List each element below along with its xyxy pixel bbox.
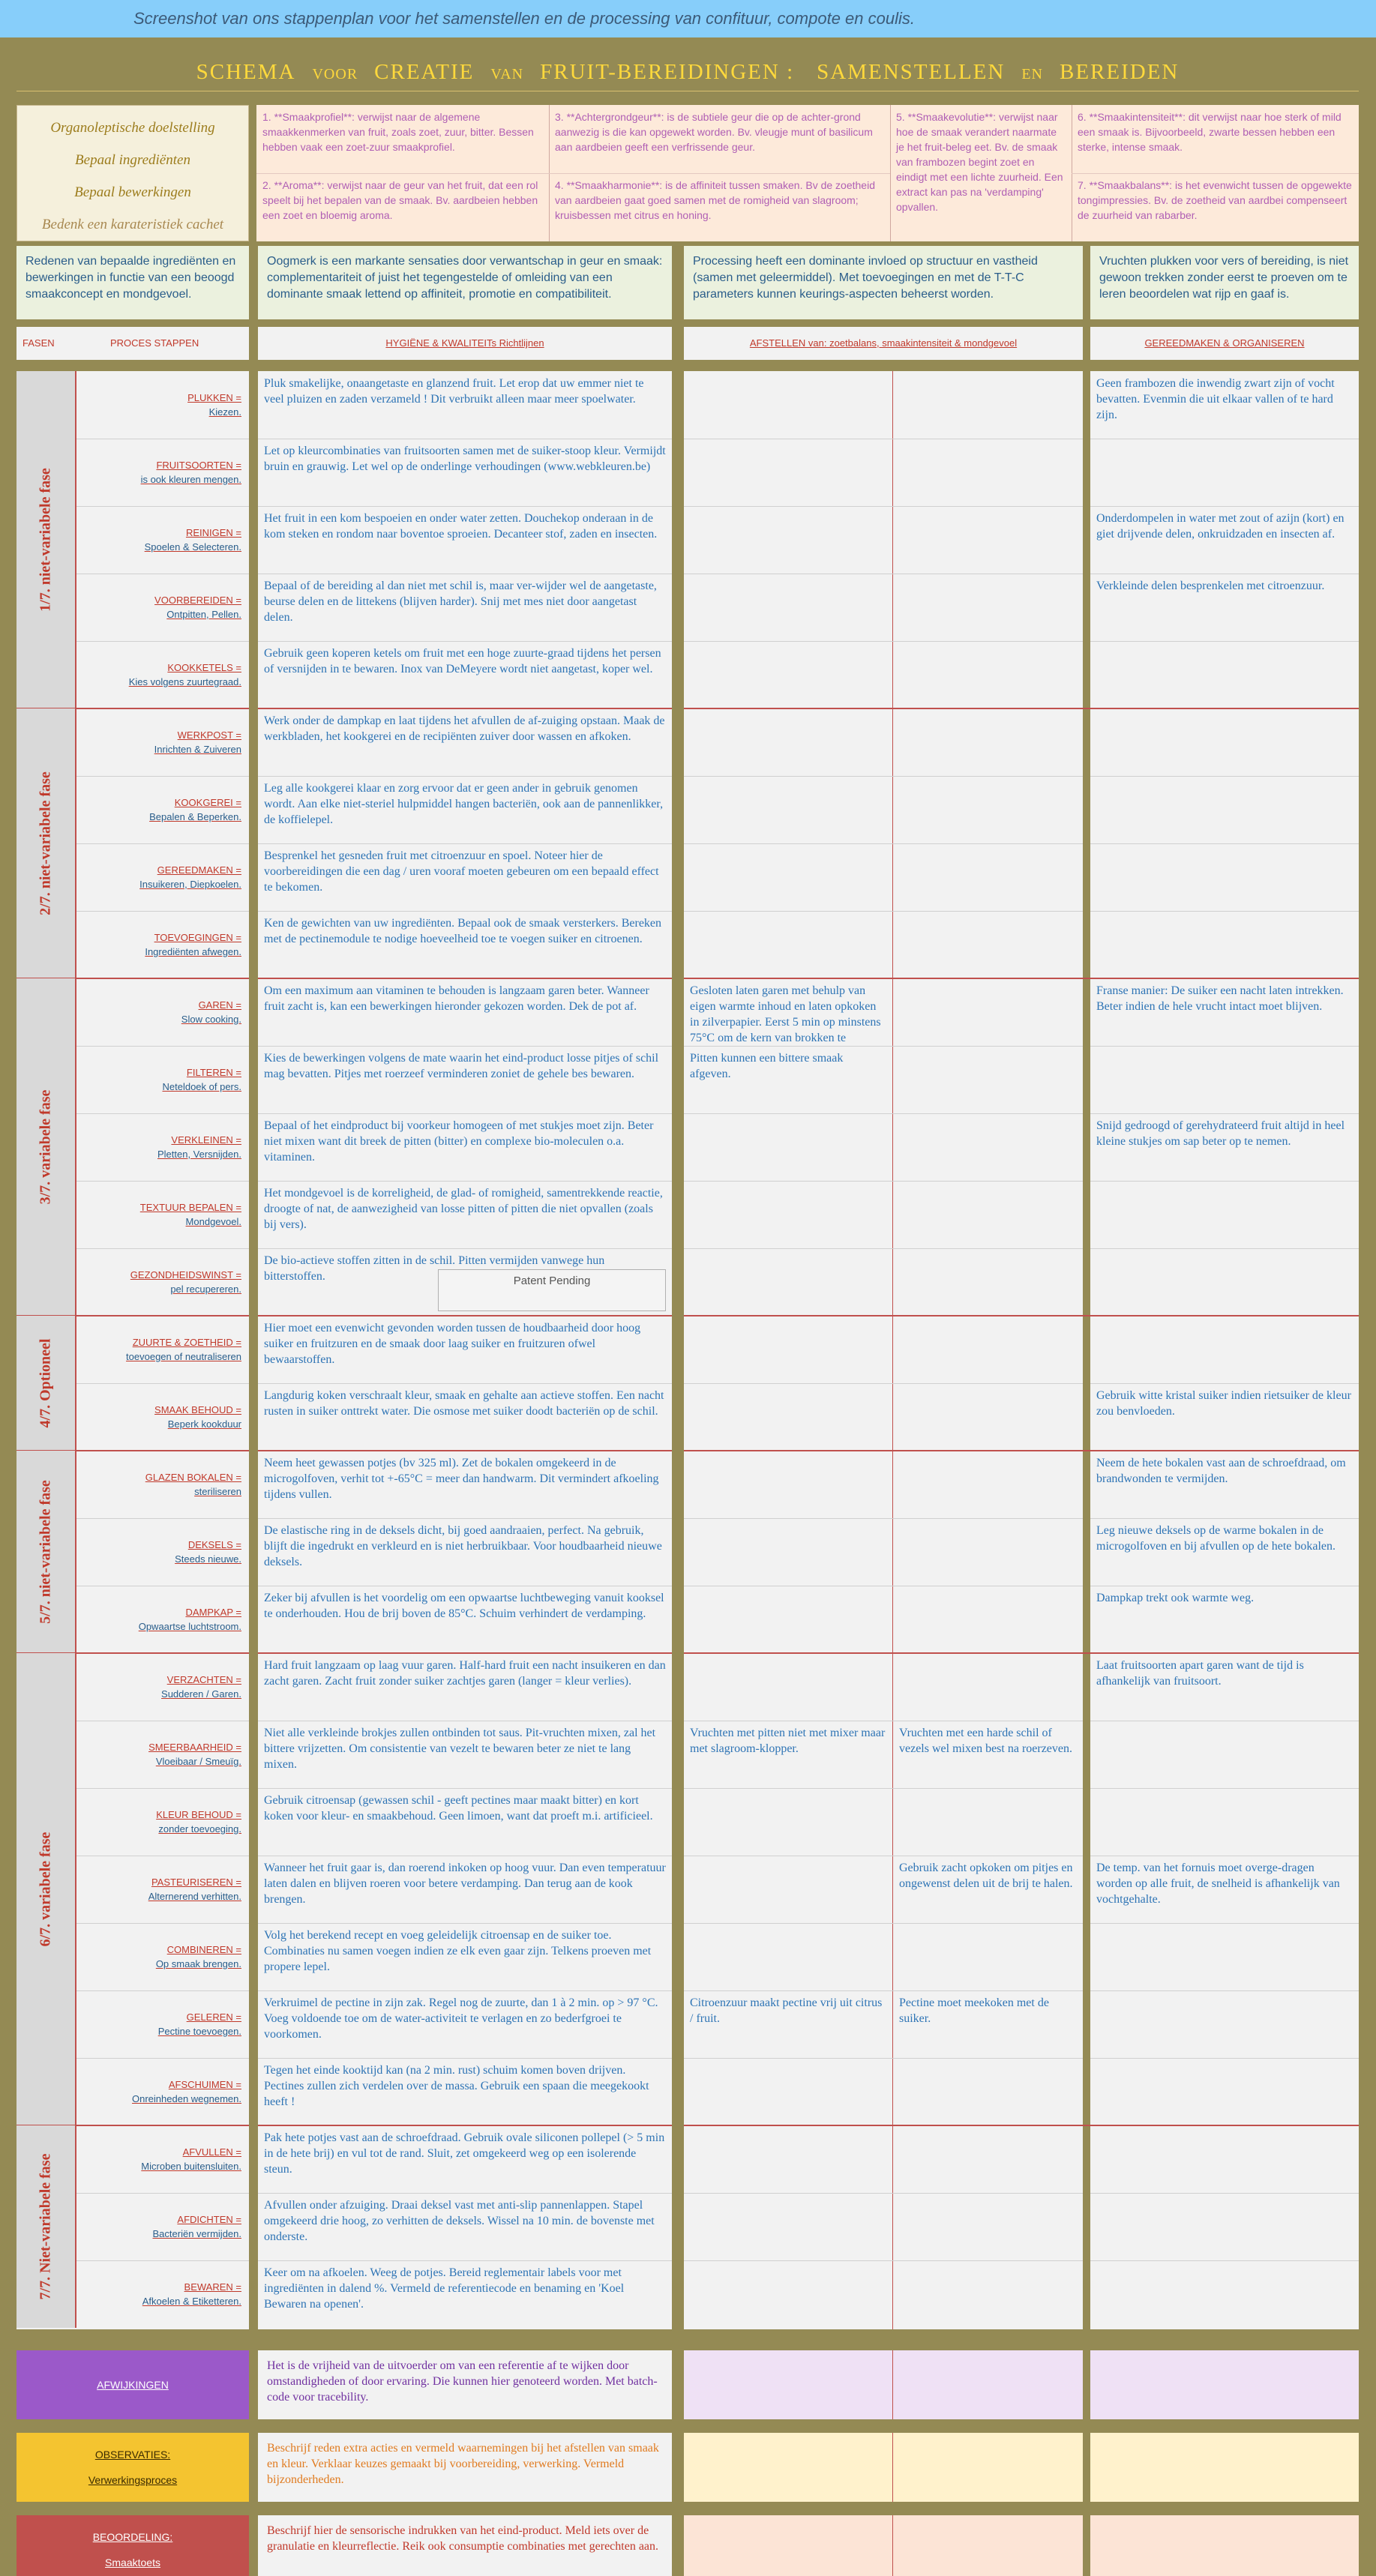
- adjust-text: [1090, 911, 1359, 978]
- step-sub: Slow cooking.: [181, 1014, 241, 1025]
- bottom-text: Beschrijf reden extra acties en vermeld waarnemingen bij het afstellen van smaak en kleur. Verklaar keuzes gemaakt bij voorbereiding, verwerking. Vermeld bijzonderheden.: [258, 2433, 672, 2502]
- adjust-text: [893, 1316, 1083, 1383]
- hygiene-text: Kies de bewerkingen volgens de mate waarin het eind-product losse pitjes of schil mag bevatten. Pitjes met roerzeef verminderen zoniet de gehele bes bewaren.: [264, 1052, 659, 1080]
- phase-band: [16, 2125, 76, 2328]
- step-name: WERKPOST =: [177, 729, 241, 741]
- process-step: [76, 1586, 249, 1653]
- step-sub: Op smaak brengen.: [155, 1958, 241, 1969]
- step-sub: Inrichten & Zuiveren: [154, 744, 241, 755]
- adjust-text: [893, 1248, 1083, 1316]
- adjust-text: [893, 2125, 1083, 2193]
- process-step: [76, 1653, 249, 1721]
- phase-label: 7/7. Niet-variabele fase: [37, 2153, 54, 2300]
- adjust-text: [893, 641, 1083, 708]
- hygiene-text: Gebruik citroensap (gewassen schil - geeft pectines maar maakt bitter) en kort koken voor kleur- en smaakbehoud. Geen limoen, want dat proeft m.i. artificieel.: [264, 1794, 653, 1823]
- bottom-empty-cell: [1090, 2515, 1359, 2576]
- definition-5: 5. **Smaakevolutie**: verwijst naar hoe de smaak verandert naarmate je het fruit-beleg eet. Bv. de smaak van frambozen begint zoet en eindigt met een lichte zuurheid. Een extract kan pas na 'verdamping' opvallen.: [896, 111, 1063, 213]
- adjust-text: [684, 843, 892, 911]
- hygiene-text: Gebruik geen koperen ketels om fruit met een hoge zuurte-graad tijdens het persen of versnijden in te bewaren. Inox van DeMeyere wordt niet aangetast, koper wel.: [264, 647, 661, 675]
- hygiene-text: Niet alle verkleinde brokjes zullen ontbinden tot saus. Pit-vruchten mixen, zal het bittere vrijzetten. Om consistentie van vezelt te bewaren beter ze niet te lang mixen.: [264, 1727, 656, 1771]
- step-sub: steriliseren: [194, 1486, 241, 1497]
- step-name: KOOKGEREI =: [174, 797, 241, 808]
- adjust-text: Gebruik witte kristal suiker indien rietsuiker de kleur zou benvloeden.: [1096, 1389, 1351, 1418]
- definition-4: 4. **Smaakharmonie**: is de affiniteit tussen smaken. Bv de zoetheid van aardbeien gaat goed samen met de romigheid van slagroom; kruisbessen met citrus en honing.: [555, 179, 875, 221]
- hygiene-text: Let op kleurcombinaties van fruitsoorten samen met de suiker-stoop kleur. Vermijdt bruin en grauwig. Let wel op de onderlinge verhoudingen (www.webkleuren.be): [264, 445, 666, 473]
- adjust-text: [893, 1113, 1083, 1181]
- hygiene-text: Verkruimel de pectine in zijn zak. Regel nog de zuurte, dan 1 à 2 min. op > 97 °C. Voeg voldoende toe om de water-activiteit te verlagen en zo bederfgroei te voorkomen.: [264, 1996, 658, 2041]
- adjust-text: [1090, 2125, 1359, 2193]
- adjust-text: [893, 978, 1083, 1046]
- adjust-text: Onderdompelen in water met zout of azijn (kort) en giet drijvende delen, onkruidzaden en insecten af.: [1096, 512, 1345, 541]
- adjust-text: [893, 2193, 1083, 2260]
- step-name: REINIGEN =: [185, 527, 241, 538]
- hygiene-text: Leg alle kookgerei klaar en zorg ervoor dat er geen ander in gebruik genomen wordt. Aan elke niet-steriel hulpmiddel hangen bacteriën, ook aan de pannenlikker, de koffielepel.: [264, 782, 664, 826]
- phase-band: [16, 1653, 76, 2125]
- hygiene-text: Werk onder de dampkap en laat tijdens het afvullen de af-zuiging opstaan. Maak de werkbladen, het kookgerei en de recipiënten zuiver door wassen en afkoken.: [264, 714, 665, 743]
- step-sub: Mondgevoel.: [185, 1216, 241, 1227]
- bottom-text: Beschrijf hier de sensorische indrukken van het eind-product. Meld iets over de granulatie en kleurreflectie. Reik ook consumptie combinaties met gerechten aan.: [258, 2515, 672, 2576]
- phase-label: 3/7. variabele fase: [37, 1089, 54, 1205]
- process-step: [76, 506, 249, 574]
- phase-band: [16, 708, 76, 978]
- process-step: [76, 439, 249, 506]
- step-sub: Afkoelen & Etiketteren.: [142, 2296, 241, 2307]
- adjust-text: [893, 1788, 1083, 1856]
- step-name: DAMPKAP =: [185, 1607, 241, 1618]
- adjust-text: [893, 1586, 1083, 1653]
- hygiene-text: Tegen het einde kooktijd kan (na 2 min. rust) schuim komen boven drijven. Pectines zullen zich verdelen over de massa. Gebruik een spaan die meegekookt heeft !: [264, 2064, 649, 2108]
- goal-label: Bepaal bewerkingen: [74, 184, 191, 200]
- step-sub: Insuikeren, Diepkoelen.: [139, 879, 241, 890]
- process-step: [76, 843, 249, 911]
- hygiene-text: Zeker bij afvullen is het voordelig om een opwaartse luchtbeweging vanuit kooksel te onderhouden. Hou de brij boven de 85°C. Schuim verhindert de verdamping.: [264, 1592, 664, 1620]
- adjust-text: [1090, 1721, 1359, 1788]
- definition-6: 6. **Smaakintensiteit**: dit verwijst naar hoe sterk of mild een smaak is. Bijvoorbeeld, zwarte bessen hebben een sterke, intense smaak.: [1078, 111, 1342, 153]
- step-name: GAREN =: [198, 999, 241, 1011]
- phase-band: [16, 1316, 76, 1451]
- bottom-empty-cell: [893, 2350, 1083, 2419]
- hygiene-text: Het mondgevoel is de korreligheid, de glad- of romigheid, samentrekkende reactie, droogte of nat, de aanwezigheid van losse pitten of pitten die niet opvallen (zoals bij vers).: [264, 1187, 663, 1231]
- adjust-text: [1090, 1181, 1359, 1248]
- bottom-text: Het is de vrijheid van de uitvoerder om van een referentie af te wijken door omstandigheden of door ervaring. Die kunnen hier genoteerd worden. Met batch-code voor tracebility.: [258, 2350, 672, 2419]
- step-sub: is ook kleuren mengen.: [140, 474, 241, 485]
- phase-label: 4/7. Optioneel: [37, 1338, 54, 1428]
- step-sub: Pectine toevoegen.: [157, 2026, 241, 2037]
- step-name: AFVULLEN =: [182, 2146, 241, 2158]
- hygiene-text: Hier moet een evenwicht gevonden worden tussen de houdbaarheid door hoog suiker en fruitzuren en de smaak door laag suiker en fruitzuren ofwel bewaarstoffen.: [264, 1322, 641, 1366]
- phase-label: 2/7. niet-variabele fase: [37, 771, 54, 915]
- bottom-label: [16, 2350, 249, 2419]
- adjust-text: [1090, 1046, 1359, 1113]
- step-name: VERZACHTEN =: [166, 1674, 241, 1685]
- adjust-text: [1090, 843, 1359, 911]
- step-sub: Alternerend verhitten.: [148, 1891, 241, 1902]
- adjust-text: Leg nieuwe deksels op de warme bokalen in de microgolfoven en bij afvullen op de hete bokalen.: [1096, 1524, 1336, 1553]
- step-sub: Spoelen & Selecteren.: [144, 541, 241, 553]
- process-step: [76, 1990, 249, 2058]
- adjust-text: [1090, 2058, 1359, 2125]
- adjust-text: [893, 1451, 1083, 1518]
- bottom-label: [16, 2433, 249, 2502]
- hygiene-text: Wanneer het fruit gaar is, dan roerend inkoken op hoog vuur. Dan even temperatuur laten dalen en blijven roeren voor betere verdamping. Dan terug aan de kook brengen.: [264, 1862, 666, 1906]
- adjust-text: [893, 1518, 1083, 1586]
- adjust-text: [684, 1181, 892, 1248]
- adjust-text: [893, 1046, 1083, 1113]
- step-name: TEXTUUR BEPALEN =: [139, 1202, 241, 1213]
- header-hygiene: HYGIËNE & KWALITEITs Richtlijnen: [258, 327, 672, 360]
- step-sub: Pletten, Versnijden.: [157, 1149, 241, 1160]
- step-name: GEREEDMAKEN =: [157, 864, 241, 876]
- adjust-text: [1090, 641, 1359, 708]
- hygiene-text: Hard fruit langzaam op laag vuur garen. Half-hard fruit een nacht insuikeren en dan zacht garen. Zacht fruit zonder suiker zachtjes garen (langer = kleur verlies).: [264, 1659, 666, 1688]
- adjust-text: [684, 1856, 892, 1923]
- caption-text: Screenshot van ons stappenplan voor het samenstellen en de processing van confituur, compote en coulis.: [133, 9, 915, 28]
- process-step: [76, 371, 249, 439]
- page-title: [16, 60, 1359, 91]
- adjust-text: [684, 371, 892, 439]
- bottom-empty-cell: [893, 2433, 1083, 2502]
- phase-band: [16, 371, 76, 708]
- adjust-text: Snijd gedroogd of gerehydrateerd fruit altijd in heel kleine stukjes om sap beter op te nemen.: [1096, 1119, 1345, 1148]
- hygiene-text: Afvullen onder afzuiging. Draai deksel vast met anti-slip pannenlappen. Stapel omgekeerd drie hoog, zo verhitten de deksels. Wissel na 10 min. de bovenste met onderste.: [264, 2199, 655, 2243]
- adjust-text: [684, 1451, 892, 1518]
- title-word: VAN: [490, 66, 524, 82]
- bottom-empty-cell: [893, 2515, 1083, 2576]
- step-sub: Kies volgens zuurtegraad.: [128, 676, 241, 687]
- title-word: CREATIE: [374, 60, 475, 84]
- adjust-text: Gesloten laten garen met behulp van eigen warmte inhoud en laten opkoken in zilverpapier. Eerst 5 min op minstens 75°C om de kern van brokken te: [690, 984, 881, 1044]
- intro-goal: Oogmerk is een markante sensaties door verwantschap in geur en smaak: complementariteit of juist het tegengestelde of omleiding van een dominante smaak lettend op affiniteit, promotie en compatibiliteit.: [258, 246, 672, 319]
- adjust-text: [893, 2260, 1083, 2328]
- bottom-label-title: AFWIJKINGEN: [97, 2379, 169, 2391]
- step-sub: Microben buitensluiten.: [141, 2161, 241, 2172]
- step-sub: Vloeibaar / Smeuïg.: [155, 1756, 241, 1767]
- adjust-text: Citroenzuur maakt pectine vrij uit citrus / fruit.: [690, 1996, 883, 2025]
- process-step: [76, 1788, 249, 1856]
- header-fasen: FASEN: [22, 337, 55, 349]
- adjust-text: [684, 1113, 892, 1181]
- adjust-text: Verkleinde delen besprenkelen met citroenzuur.: [1096, 580, 1325, 592]
- caption-bar: [0, 0, 1376, 37]
- phase-label: 6/7. variabele fase: [37, 1832, 54, 1947]
- header-proces: PROCES STAPPEN: [110, 337, 199, 349]
- adjust-text: [684, 2260, 892, 2328]
- adjust-text: [684, 574, 892, 641]
- adjust-text: [893, 2058, 1083, 2125]
- adjust-text: [684, 439, 892, 506]
- definition-3: 3. **Achtergrondgeur**: is de subtiele geur die op de achter-grond aanwezig is die kan opgewekt worden. Bv. vleugje munt of basilicum aan aardbeien geeft een verfrissende geur.: [555, 111, 873, 153]
- adjust-text: [684, 1383, 892, 1451]
- patent-note: [438, 1269, 666, 1311]
- hygiene-text: Ken de gewichten van uw ingrediënten. Bepaal ook de smaak versterkers. Bereken met de pectinemodule te nodige hoeveelheid toe te voegen suiker en citroenen.: [264, 917, 662, 945]
- step-name: AFDICHTEN =: [177, 2214, 241, 2225]
- process-step: [76, 1113, 249, 1181]
- adjust-text: [684, 708, 892, 776]
- adjust-text: [1090, 1788, 1359, 1856]
- process-step: [76, 2193, 249, 2260]
- adjust-text: Vruchten met pitten niet met mixer maar met slagroom-klopper.: [690, 1727, 886, 1755]
- adjust-text: [893, 1383, 1083, 1451]
- process-step: [76, 978, 249, 1046]
- bottom-label-title: BEOORDELING:: [92, 2531, 173, 2543]
- title-word: EN: [1021, 66, 1043, 82]
- intro-harvest: Vruchten plukken voor vers of bereiding, is niet gewoon trekken zonder eerst te proeven om te leren beoordelen wat rijp en gaaf is.: [1090, 246, 1359, 319]
- adjust-text: Geen frambozen die inwendig zwart zijn of vocht bevatten. Evenmin die uit elkaar vallen of te hard zijn.: [1096, 377, 1335, 421]
- hygiene-text: Om een maximum aan vitaminen te behouden is langzaam garen beter. Wanneer fruit zacht is, kan een bewerkingen hieronder gekozen worden. Dek de pot af.: [264, 984, 649, 1013]
- adjust-text: [893, 1653, 1083, 1721]
- bottom-empty-cell: [684, 2515, 892, 2576]
- adjust-text: [684, 1316, 892, 1383]
- process-step: [76, 1248, 249, 1316]
- header-afstellen: AFSTELLEN van: zoetbalans, smaakintensiteit & mondgevoel: [684, 327, 1083, 360]
- adjust-text: [684, 2193, 892, 2260]
- process-step: [76, 1383, 249, 1451]
- adjust-text: [893, 1923, 1083, 1990]
- bottom-label-title: OBSERVATIES:: [94, 2449, 171, 2461]
- phase-band: [16, 978, 76, 1316]
- goal-label: Bedenk een karateristiek cachet: [41, 217, 224, 232]
- adjust-text: [893, 439, 1083, 506]
- adjust-text: [893, 1181, 1083, 1248]
- bottom-empty-cell: [1090, 2350, 1359, 2419]
- adjust-text: [893, 708, 1083, 776]
- title-word: SAMENSTELLEN: [817, 60, 1006, 84]
- process-step: [76, 1721, 249, 1788]
- steps-column: [16, 371, 249, 2329]
- step-name: GEZONDHEIDSWINST =: [130, 1269, 241, 1281]
- intro-reasons: Redenen van bepaalde ingrediënten en bewerkingen in functie van een beoogd smaakconcept en mondgevoel.: [16, 246, 249, 319]
- adjust-text: Dampkap trekt ook warmte weg.: [1096, 1592, 1255, 1604]
- step-name: FRUITSOORTEN =: [156, 460, 241, 471]
- hygiene-text: Het fruit in een kom bespoeien en onder water zetten. Douchekop onderaan in de kom steken en rondom naar boventoe sproeien. Decanteer stof, zaden en insecten.: [264, 512, 658, 541]
- title-word: FRUIT-BEREIDINGEN :: [540, 60, 795, 84]
- adjust-text: [893, 776, 1083, 843]
- hygiene-text: Pak hete potjes vast aan de schroefdraad. Gebruik ovale siliconen pollepel (> 5 min in de hete brij) en vul tot de rand. Sluit, zet omgekeerd weg op een isolerende steun.: [264, 2131, 665, 2176]
- process-step: [76, 1923, 249, 1990]
- adjust-text: [684, 1653, 892, 1721]
- step-name: SMAAK BEHOUD =: [154, 1404, 241, 1415]
- adjust-text: [1090, 1923, 1359, 1990]
- adjust-text: Neem de hete bokalen vast aan de schroefdraad, om brandwonden te vermijden.: [1096, 1457, 1346, 1485]
- definitions-panel: [256, 105, 1359, 241]
- step-sub: Neteldoek of pers.: [162, 1081, 241, 1092]
- step-name: GLAZEN BOKALEN =: [145, 1472, 241, 1483]
- step-name: GELEREN =: [186, 2011, 241, 2023]
- adjust-text: [893, 506, 1083, 574]
- adjust-text: [1090, 439, 1359, 506]
- hygiene-text: Pluk smakelijke, onaangetaste en glanzend fruit. Let erop dat uw emmer niet te veel pluizen en zaden verzameld ! Dit verbruikt alleen maar meer spoelwater.: [264, 377, 644, 406]
- bottom-label: [16, 2515, 249, 2576]
- hygiene-text: Volg het berekend recept en voeg geleidelijk citroensap en de suiker toe. Combinaties nu samen voegen indien ze elk even gaar zijn. Telkens proeven met propere lepel.: [264, 1929, 652, 1973]
- phase-label: 5/7. niet-variabele fase: [37, 1480, 54, 1624]
- step-name: PLUKKEN =: [187, 392, 241, 403]
- step-name: KLEUR BEHOUD =: [156, 1809, 241, 1820]
- goals-panel: [16, 105, 249, 241]
- adjust-text: [1090, 776, 1359, 843]
- adjust-text: Vruchten met een harde schil of vezels wel mixen best na roerzeven.: [899, 1727, 1073, 1755]
- step-name: ZUURTE & ZOETHEID =: [132, 1337, 241, 1348]
- header-gereedmaken: GEREEDMAKEN & ORGANISEREN: [1090, 327, 1359, 360]
- step-name: SMEERBAARHEID =: [148, 1742, 241, 1753]
- phase-band: [16, 1451, 76, 1653]
- adjust-text: [684, 2058, 892, 2125]
- bottom-empty-cell: [1090, 2433, 1359, 2502]
- adjust-text: [684, 506, 892, 574]
- adjust-text: [684, 641, 892, 708]
- header-left: [16, 327, 249, 360]
- step-name: FILTEREN =: [186, 1067, 241, 1078]
- process-step: [76, 1856, 249, 1923]
- adjust-text: Laat fruitsoorten apart garen want de tijd is afhankelijk van fruitsoort.: [1096, 1659, 1304, 1688]
- hygiene-text: Besprenkel het gesneden fruit met citroenzuur en spoel. Noteer hier de voorbereidingen die een dag / uren vooraf moeten gebeuren om een bepaald effect te bekomen.: [264, 849, 659, 894]
- step-sub: Kiezen.: [208, 406, 241, 418]
- adjust-text: Franse manier: De suiker een nacht laten intrekken. Beter indien de hele vrucht intact moet blijven.: [1096, 984, 1344, 1013]
- step-name: BEWAREN =: [184, 2281, 241, 2293]
- process-step: [76, 641, 249, 708]
- process-step: [76, 2260, 249, 2328]
- step-name: AFSCHUIMEN =: [168, 2079, 241, 2090]
- process-step: [76, 776, 249, 843]
- definition-2: 2. **Aroma**: verwijst naar de geur van het fruit, dat een rol speelt bij het bepalen van de smaak. Bv. aardbeien hebben een zoet en bloemig aroma.: [262, 179, 538, 221]
- process-step: [76, 1518, 249, 1586]
- definition-1: 1. **Smaakprofiel**: verwijst naar de algemene smaakkenmerken van fruit, zoals zoet, zuur, bitter. Bessen hebben vaak een zoet-zuur smaakprofiel.: [262, 111, 534, 153]
- process-step: [76, 708, 249, 776]
- step-sub: Bacteriën vermijden.: [152, 2228, 241, 2239]
- hygiene-text: Neem heet gewassen potjes (bv 325 ml). Zet de bokalen omgekeerd in de microgolfoven, verhit tot +-65°C = meer dan handwarm. Dit vermindert afkoeling tijdens vullen.: [264, 1457, 659, 1501]
- process-step: [76, 1451, 249, 1518]
- adjust-text: [893, 843, 1083, 911]
- step-name: KOOKKETELS =: [167, 662, 241, 673]
- step-sub: Bepalen & Beperken.: [149, 811, 241, 822]
- goal-label: Organoleptische doelstelling: [50, 120, 215, 136]
- step-sub: toevoegen of neutraliseren: [126, 1351, 241, 1362]
- step-sub: zonder toevoeging.: [158, 1823, 241, 1835]
- process-step: [76, 1181, 249, 1248]
- hygiene-text: Keer om na afkoelen. Weeg de potjes. Bereid reglementair labels voor met ingrediënten in dalend %. Vermeld de referentiecode en benaming en 'Koel Bewaren na openen'.: [264, 2266, 625, 2311]
- adjust-text: De temp. van het fornuis moet overge-dragen worden op alle fruit, de snelheid is afhankelijk van vochtgehalte.: [1096, 1862, 1340, 1906]
- process-step: [76, 911, 249, 978]
- adjust-text: [684, 1586, 892, 1653]
- intro-processing: Processing heeft een dominante invloed op structuur en vastheid (samen met geleermiddel). Met toevoegingen en met de T-T-C parameters kunnen keurings-aspecten beheerst worden.: [684, 246, 1083, 319]
- step-name: VOORBEREIDEN =: [154, 595, 241, 606]
- adjust-text: [684, 1788, 892, 1856]
- bottom-empty-cell: [684, 2433, 892, 2502]
- bottom-label-sub: Smaaktoets: [105, 2557, 160, 2569]
- step-sub: Ingrediënten afwegen.: [145, 946, 241, 957]
- adjust-text: [893, 371, 1083, 439]
- definition-7: 7. **Smaakbalans**: is het evenwicht tussen de opgewekte tongimpressies. Bv. de zoetheid van aardbei compenseert de zuurheid van rabarber.: [1078, 179, 1352, 221]
- step-sub: Opwaartse luchtstroom.: [138, 1621, 241, 1632]
- process-step: [76, 2125, 249, 2193]
- adjust-text: [1090, 1990, 1359, 2058]
- step-name: DEKSELS =: [187, 1539, 241, 1550]
- adjust-text: [1090, 2193, 1359, 2260]
- hygiene-text: De elastische ring in de deksels dicht, bij goed aandraaien, perfect. Na gebruik, blijft die ingedrukt en verkleurd en is niet herbruikbaar. Voor houdbaarheid nieuwe deksels.: [264, 1524, 662, 1568]
- adjust-text: Pectine moet meekoken met de suiker.: [899, 1996, 1049, 2025]
- process-step: [76, 574, 249, 641]
- adjust-text: [684, 1518, 892, 1586]
- step-name: TOEVOEGINGEN =: [154, 932, 241, 943]
- adjust-text: Pitten kunnen een bittere smaak afgeven.: [690, 1052, 844, 1080]
- step-sub: Ontpitten, Pellen.: [166, 609, 241, 620]
- step-name: VERKLEINEN =: [171, 1134, 241, 1146]
- adjust-text: [684, 1923, 892, 1990]
- step-sub: pel recupereren.: [170, 1284, 241, 1295]
- bottom-empty-cell: [684, 2350, 892, 2419]
- title-word: VOOR: [312, 66, 358, 82]
- hygiene-text: Langdurig koken verschraalt kleur, smaak en gehalte aan actieve stoffen. Een nacht rusten in suiker onttrekt water. Die osmose met suiker doodt bacteriën op de schil.: [264, 1389, 664, 1418]
- step-name: PASTEURISEREN =: [151, 1877, 241, 1888]
- adjust-text: [684, 1248, 892, 1316]
- adjust-text: Gebruik zacht opkoken om pitjes en ongewenst delen uit de brij te halen.: [899, 1862, 1073, 1890]
- process-step: [76, 1046, 249, 1113]
- adjust-text: [893, 911, 1083, 978]
- hygiene-column: [258, 371, 672, 2329]
- bottom-label-sub: Verwerkingsproces: [88, 2474, 178, 2486]
- phase-label: 1/7. niet-variabele fase: [37, 468, 54, 612]
- hygiene-text: De bio-actieve stoffen zitten in de schil. Pitten vermijden vanwege hun bitterstoffen.: [264, 1254, 605, 1283]
- step-sub: Onreinheden wegnemen.: [132, 2093, 241, 2104]
- patent-text: Patent Pending: [513, 1275, 591, 1287]
- adjust-text: [684, 2125, 892, 2193]
- process-step: [76, 2058, 249, 2125]
- title-word: BEREIDEN: [1060, 60, 1180, 84]
- process-step: [76, 1316, 249, 1383]
- step-sub: Sudderen / Garen.: [161, 1688, 241, 1700]
- adjust-text: [1090, 1248, 1359, 1316]
- adjust-text: [1090, 1316, 1359, 1383]
- adjust-text: [684, 911, 892, 978]
- title-word: SCHEMA: [196, 60, 296, 84]
- adjust-text: [684, 776, 892, 843]
- hygiene-text: Bepaal of het eindproduct bij voorkeur homogeen of met stukjes moet zijn. Beter niet mixen want dit breek de pitten (bitter) en complexe bio-moleculen o.a. vitaminen.: [264, 1119, 654, 1164]
- adjust-text: [1090, 708, 1359, 776]
- adjust-text: [1090, 2260, 1359, 2328]
- step-sub: Beperk kookduur: [167, 1418, 241, 1430]
- step-name: COMBINEREN =: [166, 1944, 241, 1955]
- goal-label: Bepaal ingrediënten: [75, 152, 190, 168]
- adjust-text: [893, 574, 1083, 641]
- step-sub: Steeds nieuwe.: [175, 1553, 241, 1565]
- adjust-column: [684, 371, 1359, 2329]
- hygiene-text: Bepaal of de bereiding al dan niet met schil is, maar ver-wijder wel de aangetaste, beurse delen en de littekens (blijven harder). Snij met mes niet door aangetast delen.: [264, 580, 657, 624]
